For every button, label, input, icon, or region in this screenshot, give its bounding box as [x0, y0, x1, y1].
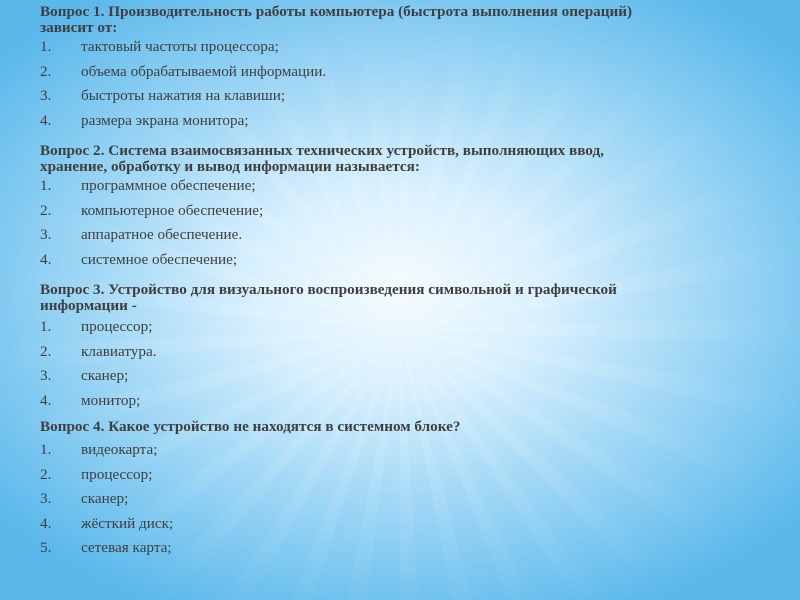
option-number: 3.	[40, 226, 52, 243]
question-3-title: Вопрос 3. Устройство для визуального воспроизведения символьной и графической информации -	[40, 281, 617, 314]
question-2-title: Вопрос 2. Система взаимосвязанных технических устройств, выполняющих ввод, хранение, обработку и вывод информации называется:	[40, 142, 604, 175]
option-text: сканер;	[81, 367, 129, 384]
option-number: 3.	[40, 367, 52, 384]
question-1-option-1	[40, 35, 760, 60]
question-2-option-1	[40, 174, 760, 199]
question-2-option-3	[40, 223, 760, 248]
question-1-option-4	[40, 109, 760, 134]
option-text: аппаратное обеспечение.	[81, 226, 243, 243]
option-number: 1.	[40, 38, 52, 55]
question-2	[40, 142, 760, 268]
question-1	[40, 3, 760, 129]
option-number: 3.	[40, 490, 52, 507]
option-text: процессор;	[81, 465, 153, 483]
option-number: 4.	[40, 391, 52, 409]
question-1-title: Вопрос 1. Производительность работы компьютера (быстрота выполнения операций) зависит от:	[40, 3, 633, 36]
option-text: видеокарта;	[81, 441, 158, 458]
option-text: размера экрана монитора;	[81, 111, 249, 129]
option-number: 3.	[40, 87, 52, 104]
question-4-option-2	[40, 463, 760, 488]
option-number: 2.	[40, 465, 52, 483]
option-text: программное обеспечение;	[81, 177, 256, 194]
question-1-option-2	[40, 60, 760, 85]
question-3-option-3	[40, 364, 760, 389]
question-4-option-3	[40, 487, 760, 512]
option-text: клавиатура.	[81, 342, 157, 360]
question-2-option-2	[40, 199, 760, 224]
option-number: 4.	[40, 250, 52, 268]
question-3-option-2	[40, 340, 760, 365]
question-3-option-1	[40, 315, 760, 340]
option-text: быстроты нажатия на клавиши;	[81, 87, 286, 104]
question-2-option-4	[40, 248, 760, 273]
option-text: сканер;	[81, 490, 129, 507]
question-4	[40, 418, 760, 556]
question-4-title: Вопрос 4. Какое устройство не находятся в системном блоке?	[40, 418, 461, 435]
question-3-option-4	[40, 389, 760, 414]
option-text: объема обрабатываемой информации.	[81, 62, 327, 80]
question-3	[40, 281, 760, 409]
option-text: сетевая карта;	[81, 539, 172, 556]
option-text: жёсткий диск;	[81, 514, 174, 532]
option-number: 1.	[40, 177, 52, 194]
option-number: 1.	[40, 318, 52, 335]
question-4-option-5	[40, 536, 760, 561]
question-4-option-1	[40, 438, 760, 463]
option-number: 2.	[40, 62, 52, 80]
option-text: монитор;	[81, 391, 141, 409]
option-number: 4.	[40, 111, 52, 129]
option-number: 2.	[40, 342, 52, 360]
question-4-option-4	[40, 512, 760, 537]
option-number: 5.	[40, 539, 52, 556]
option-number: 4.	[40, 514, 52, 532]
option-number: 2.	[40, 201, 52, 219]
option-number: 1.	[40, 441, 52, 458]
option-text: процессор;	[81, 318, 153, 335]
option-text: системное обеспечение;	[81, 250, 238, 268]
question-1-option-3	[40, 84, 760, 109]
option-text: тактовый частоты процессора;	[81, 38, 279, 55]
option-text: компьютерное обеспечение;	[81, 201, 264, 219]
